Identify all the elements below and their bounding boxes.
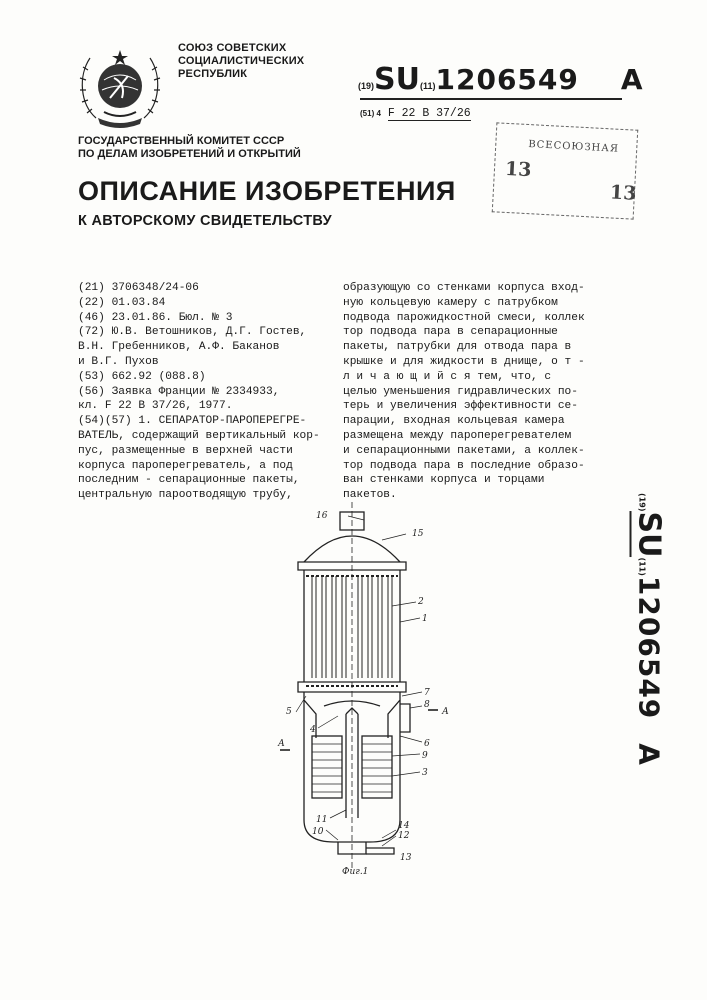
- label-4: 4: [310, 725, 316, 735]
- text-line: пус, размещенные в верхней части: [78, 444, 293, 457]
- label-5: 5: [286, 707, 292, 717]
- separation-pack-right: [362, 736, 392, 798]
- text-line: пакеты, патрубки для отвода пара в: [343, 341, 572, 354]
- label-13: 13: [400, 853, 412, 863]
- text-line: корпуса пароперегреватель, а под: [78, 459, 293, 472]
- label-9: 9: [422, 751, 428, 761]
- text-line: парации, входная кольцевая камера: [343, 415, 565, 428]
- text-line: л и ч а ю щ и й с я тем, что, с: [343, 370, 552, 383]
- separator-drawing: [276, 500, 466, 880]
- cone-right: [388, 692, 400, 738]
- text-line: терь и увеличения эффективности се-: [343, 400, 578, 413]
- stamp-text: ВСЕСОЮЗНАЯ: [528, 139, 620, 155]
- committee-line: ГОСУДАРСТВЕННЫЙ КОМИТЕТ СССР: [78, 135, 285, 147]
- inlet-nozzle: [400, 704, 410, 732]
- country-code: SU: [374, 62, 420, 97]
- text-line: В.Н. Гребенников, А.Ф. Баканов: [78, 341, 280, 354]
- text-line: (22) 01.03.84: [78, 296, 166, 309]
- library-stamp: [492, 122, 639, 219]
- superheater-tubes: [312, 576, 392, 678]
- patent-number: 1206549: [435, 63, 579, 96]
- stamp-number-left: 13: [504, 157, 533, 182]
- stamp-number-right: 13: [609, 181, 637, 205]
- side-number-tag: (11): [637, 557, 647, 576]
- label-1: 1: [422, 614, 428, 624]
- side-country-tag: (19): [637, 493, 647, 512]
- text-line: ВАТЕЛЬ, содержащий вертикальный кор-: [78, 429, 320, 442]
- text-line: (54)(57) 1. СЕПАРАТОР-ПАРОПЕРЕГРЕ-: [78, 415, 307, 428]
- text-line: (53) 662.92 (088.8): [78, 370, 206, 383]
- country-line: РЕСПУБЛИК: [178, 68, 248, 80]
- committee-line: ПО ДЕЛАМ ИЗОБРЕТЕНИЙ И ОТКРЫТИЙ: [78, 148, 301, 160]
- side-kind-code: A: [632, 743, 666, 765]
- text-line: тор подвода пара в последние образо-: [343, 459, 585, 472]
- text-line: центральную пароотводящую трубу,: [78, 489, 293, 502]
- text-line: пакетов.: [343, 489, 397, 502]
- ipc-classification: [360, 107, 471, 120]
- text-line: последним - сепарационные пакеты,: [78, 474, 300, 487]
- country-line: СОЮЗ СОВЕТСКИХ: [178, 42, 287, 54]
- text-line: целью уменьшения гидравлических по-: [343, 385, 578, 398]
- figure-caption: Фиг.1: [342, 867, 369, 877]
- number-tag: (11): [419, 81, 436, 91]
- text-line: (72) Ю.В. Ветошников, Д.Г. Гостев,: [78, 326, 307, 339]
- figure-labels: [277, 511, 449, 877]
- text-line: и сепарационными пакетами, а коллек-: [343, 444, 585, 457]
- side-identifier: [628, 488, 670, 770]
- text-line: размещена между пароперегревателем: [343, 429, 572, 442]
- ipc-code: F 22 B 37/26: [387, 107, 471, 120]
- publication-number: [358, 62, 643, 97]
- text-line: и В.Г. Пухов: [78, 355, 159, 368]
- state-emblem: [74, 40, 166, 132]
- country-line: СОЦИАЛИСТИЧЕСКИХ: [178, 55, 305, 67]
- label-6: 6: [424, 739, 430, 749]
- left-column: [78, 281, 320, 503]
- label-12: 12: [398, 831, 410, 841]
- side-patent-number: 1206549: [632, 575, 666, 720]
- text-line: образующую со стенками корпуса вход-: [343, 282, 585, 294]
- label-3: 3: [422, 768, 428, 778]
- side-country-code: SU: [631, 511, 667, 558]
- emblem-icon: [74, 40, 166, 132]
- text-line: (46) 23.01.86. Бюл. № 3: [78, 311, 233, 324]
- label-7: 7: [424, 688, 430, 698]
- separation-pack-left: [312, 736, 342, 798]
- text-line: кл. F 22 В 37/26, 1977.: [78, 400, 233, 413]
- country-name: [178, 42, 304, 81]
- leader-lines: [296, 516, 422, 846]
- kind-code: A: [620, 63, 643, 96]
- section-label-right: А: [442, 707, 449, 717]
- technical-drawing: [276, 500, 466, 880]
- label-10: 10: [312, 827, 324, 837]
- label-8: 8: [424, 700, 430, 710]
- text-line: тор подвода пара в сепарационные: [343, 326, 558, 339]
- document-subtitle: К АВТОРСКОМУ СВИДЕТЕЛЬСТВУ: [78, 213, 332, 229]
- label-16: 16: [316, 511, 328, 521]
- text-line: ван стенками корпуса и торцами: [343, 474, 545, 487]
- text-line: (21) 3706348/24-06: [78, 282, 199, 294]
- right-column: [343, 281, 585, 503]
- text-line: подвода парожидкостной смеси, коллек: [343, 311, 585, 324]
- text-line: ную кольцевую камеру с патрубком: [343, 296, 558, 309]
- text-line: крышке и для жидкости в днище, о т -: [343, 355, 585, 368]
- document-title: ОПИСАНИЕ ИЗОБРЕТЕНИЯ: [78, 176, 456, 206]
- label-15: 15: [412, 529, 424, 539]
- committee-name: [78, 135, 301, 161]
- label-14: 14: [398, 821, 410, 831]
- country-code-tag: (19): [358, 81, 375, 91]
- label-11: 11: [316, 815, 328, 825]
- text-line: (56) Заявка Франции № 2334933,: [78, 385, 280, 398]
- section-label-left: А: [278, 739, 285, 749]
- drain-nozzle: [366, 848, 394, 854]
- label-2: 2: [418, 597, 424, 607]
- divider: [360, 98, 622, 100]
- ipc-tag: (51) 4: [360, 109, 381, 118]
